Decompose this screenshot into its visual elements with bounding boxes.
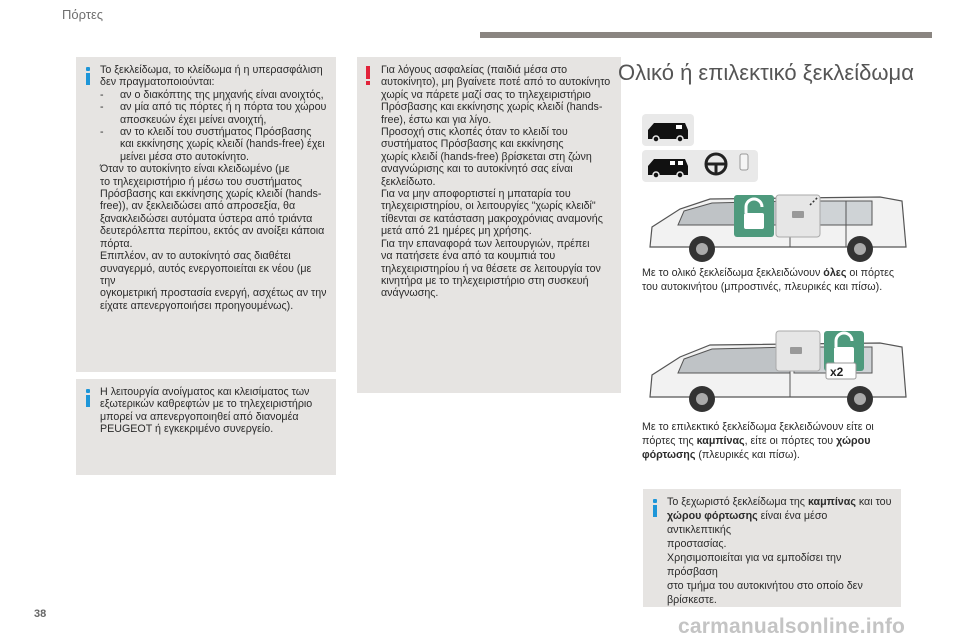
text-line: είχατε απενεργοποιήσει προηγουμένως). [100, 299, 294, 312]
menu-settings-icons [640, 112, 760, 184]
list-text: και εκκίνησης χωρίς κλειδί (hands-free) έχει [120, 138, 325, 151]
text-span: Με το ολικό ξεκλείδωμα ξεκλειδώνουν [642, 267, 824, 279]
x2-label: x2 [830, 365, 844, 379]
info-box-selective [643, 489, 901, 607]
text-line: συστήματος Πρόσβασης και εκκίνησης [381, 138, 564, 151]
text-bold: χώρου φόρτωσης [667, 510, 758, 522]
text-span: είναι ένα μέσο αντικλεπτικής [667, 510, 828, 536]
text-span: του αυτοκινήτου (μπροστινές, πλευρικές και πίσω). [642, 281, 883, 293]
text-line: Επιπλέον, αν το αυτοκίνητό σας διαθέτει [100, 250, 291, 263]
text-line [667, 509, 893, 537]
text-line: Προσοχή στις κλοπές όταν το κλειδί του [381, 126, 568, 139]
watermark: carmanualsonline.info [678, 615, 906, 638]
van-unlock-all-icon [642, 114, 694, 146]
section-title: Ολικό ή επιλεκτικό ξεκλείδωμα [618, 60, 914, 85]
text-line: ξανακλειδώσει αυτόματα ύστερα από τριάντα [100, 212, 313, 225]
list-text: μείνει μέσα στο αυτοκίνητο. [120, 150, 250, 163]
text-line: τηλεχειριστηρίου ή να θέσετε σε λειτουργία τον [381, 262, 601, 275]
text-line: Για την επαναφορά των λειτουργιών, πρέπει [381, 237, 590, 250]
text-line: δευτερόλεπτα περίπου, εκτός αν ανοίξει κάποια [100, 225, 325, 238]
text-bold: χώρου [836, 435, 871, 447]
list-item [100, 89, 328, 101]
text-line: Για να μην αποφορτιστεί η μπαταρία του [381, 188, 571, 201]
text-line: χωρίς κλειδί (hands-free) βρίσκεται στη ζώνη [381, 150, 592, 163]
text-bold: καμπίνας [696, 435, 745, 447]
text-span: (πλευρικές και πίσω). [695, 449, 800, 461]
list-text: αποσκευών έχει μείνει ανοιχτή, [120, 113, 267, 126]
text-line: Το ξεκλείδωμα, το κλείδωμα ή η υπερασφάλιση [100, 64, 323, 76]
text-line: Για λόγους ασφαλείας (παιδιά μέσα στο [381, 64, 568, 76]
header-rule [480, 32, 932, 38]
bullet-dash: - [100, 88, 104, 101]
text-line: ανάγνωσης. [381, 287, 439, 300]
text-bold: όλες [823, 267, 847, 279]
text-line: βρίσκεστε. [667, 594, 717, 606]
text-span: Το ξεχωριστό ξεκλείδωμα της [667, 496, 808, 508]
text-line: μπορεί να απενεργοποιηθεί από διανομέα [100, 410, 299, 423]
text-line: Πρόσβασης και εκκίνησης χωρίς κλειδί (hands- [100, 188, 322, 201]
page-number: 38 [34, 608, 47, 620]
header-title: Πόρτες [62, 7, 104, 22]
info-icon [84, 389, 92, 407]
info-box-mirrors [76, 379, 336, 475]
text-line: Πρόσβασης και εκκίνησης χωρίς κλειδί (hands- [381, 101, 603, 114]
text-span: Με το επιλεκτικό ξεκλείδωμα ξεκλειδώνουν είτε οι [642, 421, 874, 433]
text-line: ξεκλείδωτο. [381, 175, 436, 188]
text-line: free)), αν ξεκλειδώσει από απροσεξία, θα [100, 200, 296, 213]
text-bold: φόρτωσης [642, 449, 696, 461]
warning-icon [365, 66, 371, 86]
warning-box-safety [357, 57, 621, 393]
text-line: Χρησιμοποιείται για να εμποδίσει την πρόσβαση [667, 552, 842, 578]
text-line: το τηλεχειριστήριο ή μέσω του συστήματος [100, 175, 302, 188]
text-line [667, 495, 893, 509]
bullet-dash: - [100, 126, 104, 139]
text-line: τίθενται σε κατάσταση μακροχρόνιας αναμονής [381, 212, 603, 225]
text-line: αυτοκίνητο), μη βγαίνετε ποτέ από το αυτοκίνητο [381, 76, 611, 89]
text-line: στο τμήμα του αυτοκινήτου στο οποίο δεν [667, 580, 863, 592]
text-span: οι πόρτες [846, 267, 895, 279]
paragraph-global-unlock [642, 266, 894, 294]
text-line: πόρτα. [100, 237, 133, 250]
text-line: να πατήσετε ένα από τα κουμπιά του [381, 250, 556, 263]
text-line: συναγερμό, αυτός ενεργοποιείται εκ νέου (με την [100, 262, 312, 287]
info-box-lock-conditions [76, 57, 336, 372]
text-line: τηλεχειριστηρίου, οι λειτουργίες "χωρίς κλειδί" [381, 200, 596, 213]
list-item [100, 126, 328, 163]
text-line: Η λειτουργία ανοίγματος και κλεισίματος των [100, 386, 310, 398]
info-icon [651, 499, 659, 517]
text-line: PEUGEOT ή εγκεκριμένο συνεργείο. [100, 423, 274, 436]
text-line: δεν πραγματοποιούνται: [100, 76, 215, 89]
text-span: και του [855, 496, 892, 508]
van-unlock-selective-icon [642, 150, 758, 182]
text-span: πόρτες της [642, 435, 697, 447]
list-text: αν το κλειδί του συστήματος Πρόσβασης [120, 126, 312, 139]
bullet-dash: - [100, 101, 104, 114]
text-line: free), έστω και για λίγο. [381, 113, 492, 126]
text-line: προστασίας. [667, 538, 727, 550]
paragraph-selective-unlock [642, 420, 874, 462]
text-line: αναγνώρισης και το αυτοκίνητό σας είναι [381, 163, 573, 176]
text-line: μετά από 21 ημέρες μη χρήσης. [381, 225, 532, 238]
list-text: αν ο διακόπτης της μηχανής είναι ανοιχτός, [120, 88, 324, 101]
text-span: , είτε οι πόρτες του [744, 435, 837, 447]
text-line: Όταν το αυτοκίνητο είναι κλειδωμένο (με [100, 163, 290, 176]
van-all-doors-illustration [640, 185, 910, 265]
list-text: αν μία από τις πόρτες ή η πόρτα του χώρου [120, 101, 327, 114]
text-line: εξωτερικών καθρεφτών με το τηλεχειριστήριο [100, 398, 313, 411]
text-line: χωρίς να πάρετε μαζί σας το τηλεχειριστήριο [381, 88, 591, 101]
list-item [100, 101, 328, 126]
info-icon [84, 67, 92, 85]
text-bold: καμπίνας [807, 496, 856, 508]
van-selective-illustration [640, 325, 910, 415]
text-line: κινητήρα με το τηλεχειριστήριο στη συσκευή [381, 274, 589, 287]
text-line: ογκομετρική προστασία ενεργή, ασχέτως αν την [100, 287, 327, 300]
